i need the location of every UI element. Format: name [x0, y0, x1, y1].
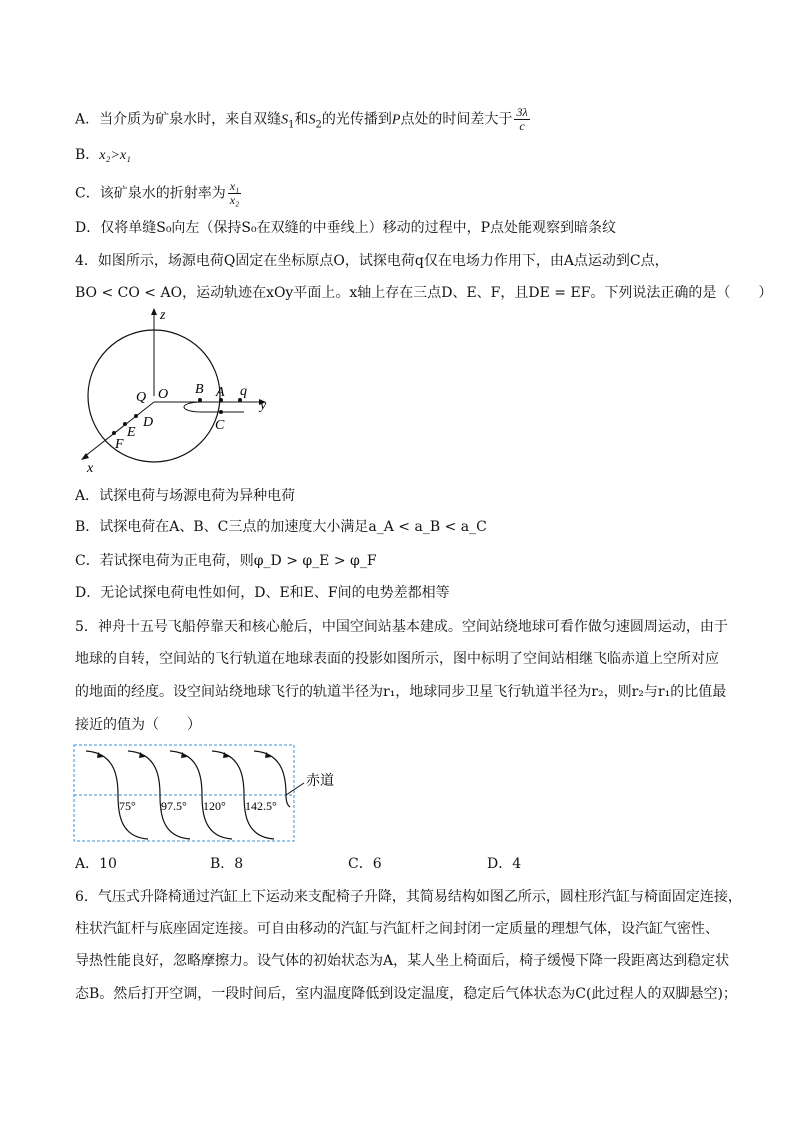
label-z: z — [160, 308, 166, 323]
q5-option-c: C．6 — [348, 856, 382, 872]
frac-num: 3λ — [516, 105, 528, 119]
q3-a-text-3: 的光传播到 — [321, 111, 392, 128]
frac-num: x₁ — [229, 179, 240, 193]
point-c — [219, 410, 223, 414]
slit-s1: S — [281, 112, 289, 128]
label-e: E — [127, 425, 136, 440]
label-q-source: Q — [136, 390, 147, 405]
q4-option-c: C．若试探电荷为正电荷，则φ_D > φ_E > φ_F — [75, 553, 377, 569]
q5-orbit-figure — [70, 741, 360, 846]
trajectory-curve — [184, 402, 244, 412]
q5-stem-line1: 5．神舟十五号飞船停靠天和核心舱后，中国空间站基本建成。空间站绕地球可看作做匀速圆周运动，由于 — [75, 619, 728, 635]
q5-option-b: B．8 — [210, 856, 244, 872]
fraction-x1-x2 — [228, 180, 242, 207]
longitude-4: 142.5° — [245, 799, 277, 813]
q4-stem-line1: 4．如图所示，场源电荷Q固定在坐标原点O，试探电荷q仅在电场力作用下，由A点运动到C点， — [75, 253, 669, 269]
q5-stem-line3: 的地面的经度。设空间站绕地球飞行的轨道半径为r₁，地球同步卫星飞行轨道半径为r₂，则r₂与r₁的比值最 — [75, 684, 727, 700]
q5-stem-line2: 地球的自转，空间站的飞行轨道在地球表面的投影如图所示，图中标明了空间站相继飞临赤道上空所对应 — [75, 651, 719, 667]
label-a: A — [216, 385, 225, 400]
q3-a-text-4: 点处的时间差大于 — [400, 111, 513, 128]
label-x: x — [87, 461, 94, 475]
q6-line4: 态B。然后打开空调，一段时间后，室内温度降低到设定温度，稳定后气体状态为C(此过程人的双脚悬空)； — [75, 986, 737, 1002]
point-d — [134, 414, 138, 418]
q3-option-c — [75, 180, 243, 207]
q3-c-text: C．该矿泉水的折射率为 — [75, 185, 226, 202]
q4-option-b: B．试探电荷在A、B、C三点的加速度大小满足a_A < a_B < a_C — [75, 519, 487, 535]
fraction-3lambda-c — [514, 106, 529, 133]
longitude-2: 97.5° — [161, 799, 187, 813]
q3-b-expr: x₂>x₁ — [99, 148, 131, 163]
longitude-3: 120° — [203, 799, 226, 813]
q3-a-text-2: 和 — [294, 111, 309, 128]
label-f: F — [115, 437, 124, 452]
q5-stem-line4: 接近的值为（ ） — [75, 717, 201, 733]
q4-option-a: A．试探电荷与场源电荷为异种电荷 — [75, 488, 296, 504]
z-axis-arrow — [151, 308, 157, 315]
equator-pointer — [286, 783, 304, 795]
label-c: C — [215, 418, 225, 433]
label-q-test: q — [240, 384, 247, 399]
equator-label: 赤道 — [306, 774, 334, 789]
q5-option-d: D．4 — [487, 856, 522, 872]
slit-s1-sub: 1 — [288, 119, 295, 131]
q3-option-b — [75, 145, 131, 166]
q3-option-a — [75, 106, 532, 135]
q3-b-label: B． — [75, 147, 100, 163]
q6-line1: 6．气压式升降椅通过汽缸上下运动来支配椅子升降，其简易结构如图乙所示，圆柱形汽缸与椅面固定连接， — [75, 889, 742, 905]
q4-stem-line2: BO < CO < AO，运动轨迹在xOy平面上。x轴上存在三点D、E、F，且DE = EF。下列说法正确的是（ ） — [75, 285, 773, 301]
frac-den: x₂ — [229, 193, 240, 207]
label-o: O — [158, 387, 169, 402]
longitude-1: 75° — [119, 799, 136, 813]
slit-s2: S — [308, 112, 316, 128]
label-d: D — [143, 415, 154, 430]
slit-s2-sub: 2 — [315, 119, 322, 131]
q5-option-a: A．10 — [75, 856, 117, 872]
q6-line2: 柱状汽缸杆与底座固定连接。可自由移动的汽缸与汽缸杆之间封闭一定质量的理想气体，设汽缸气密性、 — [75, 921, 719, 937]
q4-figure — [78, 305, 288, 475]
q3-option-d: D．仅将单缝S₀向左（保持S₀在双缝的中垂线上）移动的过程中，P点处能观察到暗条纹 — [75, 220, 617, 236]
point-f — [112, 431, 116, 435]
point-b — [198, 398, 202, 402]
q4-option-d: D．无论试探电荷电性如何，D、E和E、F间的电势差都相等 — [75, 585, 450, 601]
point-p: P — [391, 112, 401, 128]
frac-den: c — [519, 119, 525, 133]
label-y: y — [260, 398, 267, 413]
q6-line3: 导热性能良好，忽略摩擦力。设气体的初始状态为A，某人坐上椅面后，椅子缓慢下降一段距离达到稳定状 — [75, 953, 730, 969]
label-b: B — [195, 382, 204, 397]
q3-a-text-1: A．当介质为矿泉水时，来自双缝 — [75, 111, 282, 128]
